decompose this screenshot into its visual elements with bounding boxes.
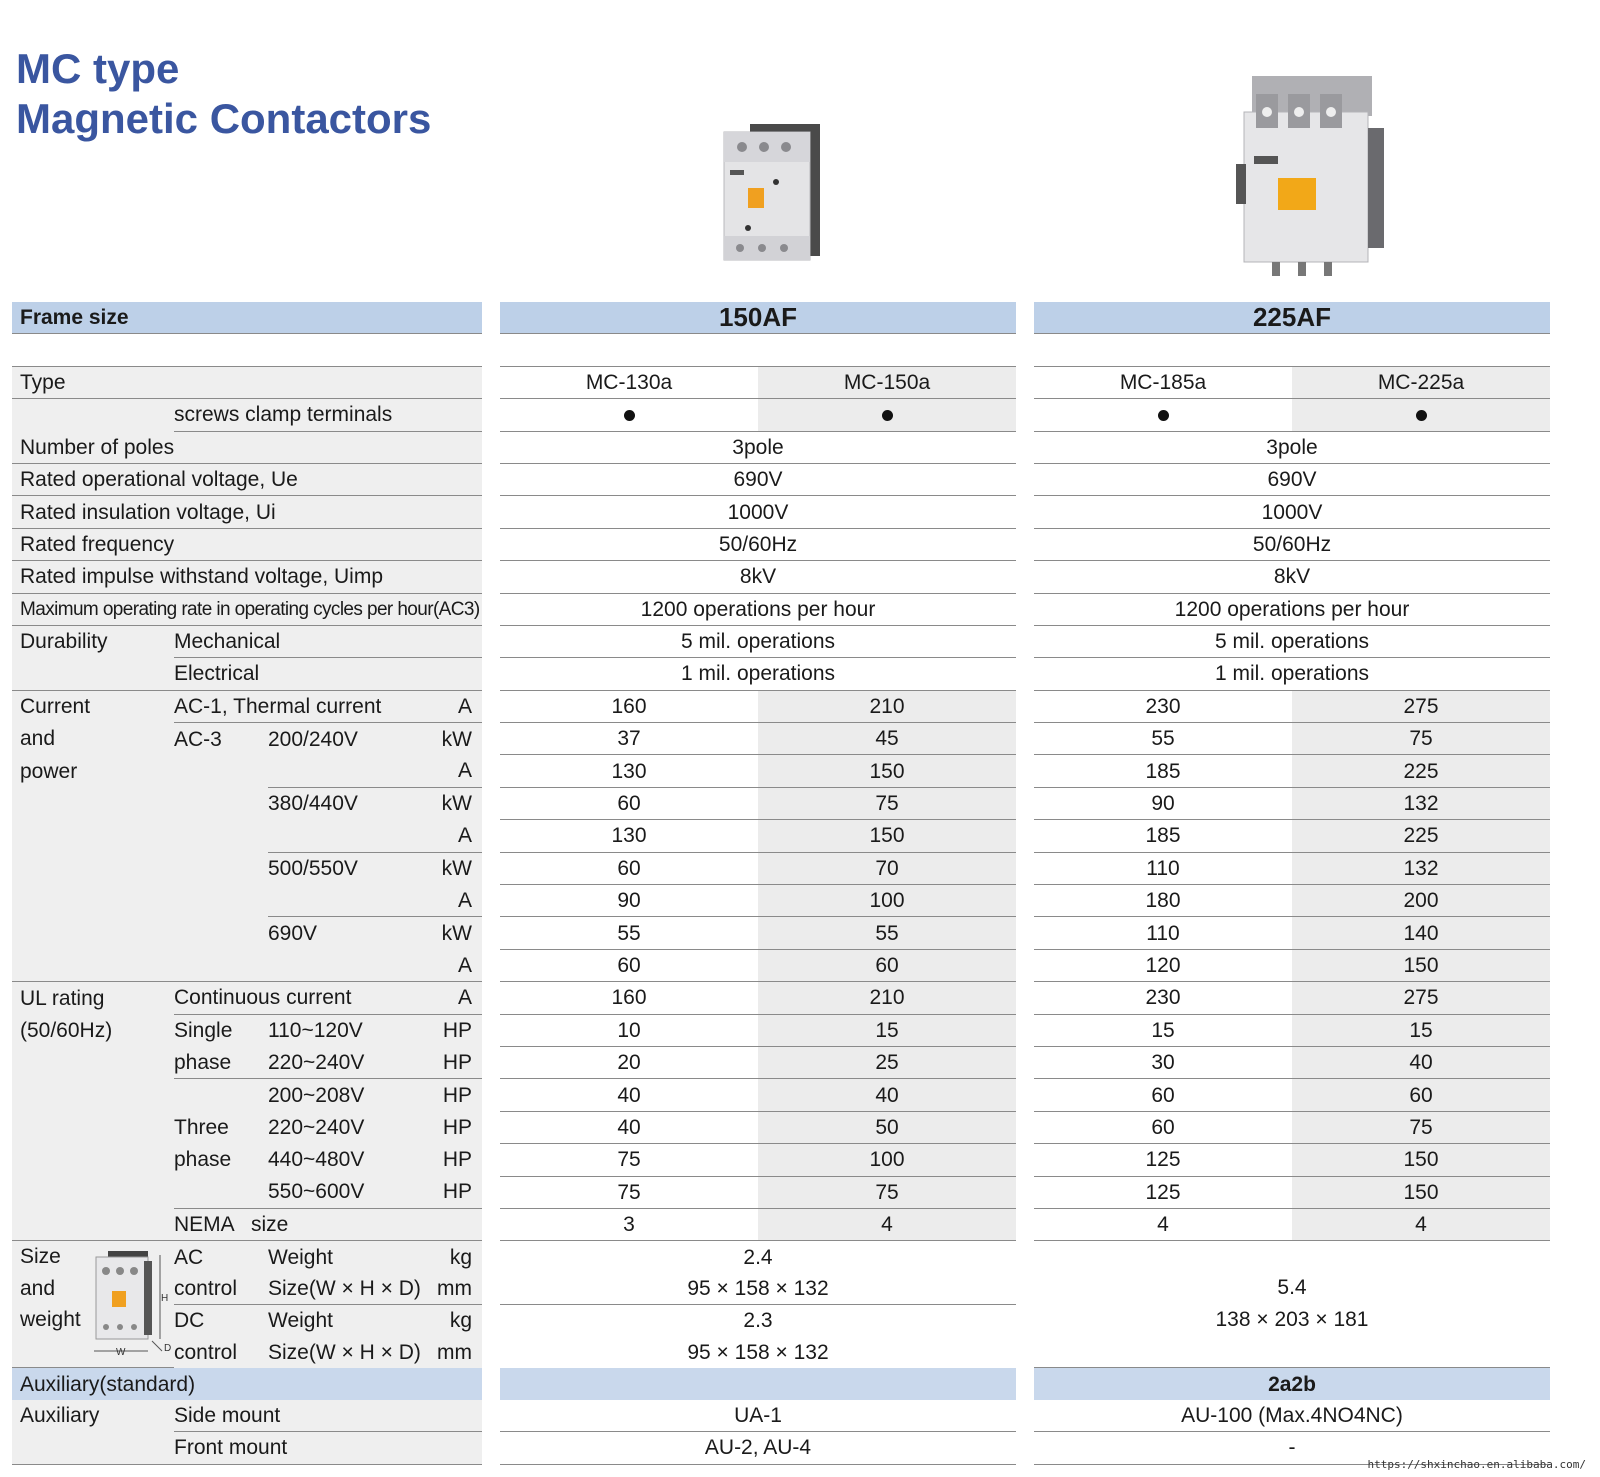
value-cell: 60: [1034, 1111, 1292, 1143]
value-cell: 150: [758, 755, 1016, 787]
value-cell: 185: [1034, 755, 1292, 787]
voltage-label: 440~480V: [268, 1144, 432, 1176]
voltage-label: 550~600V: [268, 1176, 432, 1208]
ac3-row: [12, 723, 1550, 755]
uimp-label: Rated impulse withstand voltage, Uimp: [12, 561, 482, 593]
terminals-row: [12, 399, 1550, 431]
weight-label: Weight: [268, 1305, 432, 1337]
durability-elec-row: [12, 658, 1550, 690]
value-cell: 210: [758, 690, 1016, 722]
value-cell: 55: [500, 917, 758, 949]
model-name: MC-150a: [758, 366, 1016, 398]
ac3-row: [12, 787, 1550, 819]
dc-control-label: DC: [174, 1305, 268, 1337]
value-cell: 125: [1034, 1176, 1292, 1208]
value-cell: 150: [758, 820, 1016, 852]
ul-row: [12, 1014, 1550, 1046]
unit-label: HP: [432, 1079, 482, 1111]
value-cell: 15: [1292, 1014, 1550, 1046]
ul-continuous-row: [12, 982, 1550, 1014]
unit-label: A: [432, 820, 482, 852]
unit-label: kW: [432, 917, 482, 949]
dc-weight-150af: 2.3: [743, 1309, 773, 1333]
side-mount-150af: UA-1: [500, 1400, 1016, 1432]
value-cell: 90: [1034, 787, 1292, 819]
value-cell: 4: [1034, 1208, 1292, 1240]
value-cell: 230: [1034, 690, 1292, 722]
size-weight-row: [12, 1241, 1550, 1273]
value-cell: 110: [1034, 917, 1292, 949]
freq-label: Rated frequency: [12, 528, 482, 560]
unit-label: A: [432, 690, 482, 722]
aux-standard-row: [12, 1368, 1550, 1400]
ul-label: UL rating: [12, 982, 174, 1014]
poles-150af: 3pole: [500, 431, 1016, 463]
ac3-row: [12, 755, 1550, 787]
value-cell: 150: [1292, 949, 1550, 981]
ue-label: Rated operational voltage, Ue: [12, 463, 482, 495]
ac3-row: [12, 820, 1550, 852]
three-phase-label: phase: [174, 1144, 268, 1176]
title-line-1: MC type: [16, 45, 180, 92]
value-cell: 75: [758, 787, 1016, 819]
value-cell: 132: [1292, 787, 1550, 819]
model-name: MC-130a: [500, 366, 758, 398]
size-label: and: [20, 1276, 56, 1300]
value-cell: 60: [500, 787, 758, 819]
type-label: Type: [12, 366, 482, 398]
value-cell: 75: [758, 1176, 1016, 1208]
current-label: power: [12, 755, 174, 787]
maxrate-label: Maximum operating rate in operating cycles per hour(AC3): [12, 593, 482, 625]
value-cell: 160: [500, 982, 758, 1014]
value-cell: 60: [500, 852, 758, 884]
value-cell: 60: [1034, 1079, 1292, 1111]
unit-label: kW: [432, 852, 482, 884]
value-cell: 37: [500, 723, 758, 755]
ui-225af: 1000V: [1034, 496, 1550, 528]
front-mount-150af: AU-2, AU-4: [500, 1432, 1016, 1464]
title-line-2: Magnetic Contactors: [16, 95, 432, 142]
durability-mech-row: [12, 625, 1550, 657]
unit-label: kW: [432, 723, 482, 755]
value-cell: 90: [500, 885, 758, 917]
value-cell: 75: [1292, 1111, 1550, 1143]
ul-label: (50/60Hz): [12, 1014, 174, 1046]
value-cell: 40: [500, 1111, 758, 1143]
aux-side-row: [12, 1400, 1550, 1432]
weight-label: Weight: [268, 1241, 432, 1273]
size-225af: 138 × 203 × 181: [1215, 1308, 1369, 1332]
voltage-label: 200~208V: [268, 1079, 432, 1111]
frame-150af: 150AF: [500, 302, 1016, 334]
voltage-label: [268, 885, 432, 917]
value-cell: 75: [500, 1144, 758, 1176]
value-cell: 55: [1034, 723, 1292, 755]
continuous-label: Continuous current: [174, 982, 432, 1014]
value-cell: 230: [1034, 982, 1292, 1014]
dimension-h-label: H: [161, 1293, 169, 1305]
check-dot-icon: [624, 410, 635, 421]
unit-label: A: [432, 949, 482, 981]
value-cell: 150: [1292, 1176, 1550, 1208]
ui-150af: 1000V: [500, 496, 1016, 528]
ul-row: [12, 1046, 1550, 1078]
value-cell: 40: [758, 1079, 1016, 1111]
size-dims-label: Size(W × H × D): [268, 1337, 432, 1368]
unit-label: kW: [432, 787, 482, 819]
dimension-w-label: W: [116, 1347, 126, 1359]
frame-size-row: [12, 302, 1550, 334]
model-name: MC-225a: [1292, 366, 1550, 398]
voltage-label: 110~120V: [268, 1014, 432, 1046]
maxrate-row: [12, 593, 1550, 625]
ac-control-label: AC: [174, 1241, 268, 1273]
maxrate-150af: 1200 operations per hour: [500, 593, 1016, 625]
value-cell: 75: [1292, 723, 1550, 755]
nema-row: [12, 1208, 1550, 1240]
ul-row: [12, 1079, 1550, 1111]
voltage-label: 690V: [268, 917, 432, 949]
dimension-d-label: D: [164, 1343, 172, 1355]
size-label: weight: [20, 1308, 81, 1332]
unit-label: HP: [432, 1046, 482, 1078]
aux-standard-label: Auxiliary(standard): [12, 1368, 482, 1400]
ui-label: Rated insulation voltage, Ui: [12, 496, 482, 528]
side-mount-225af: AU-100 (Max.4NO4NC): [1034, 1400, 1550, 1432]
size-label: Size: [20, 1245, 61, 1269]
maxrate-225af: 1200 operations per hour: [1034, 593, 1550, 625]
freq-row: [12, 528, 1550, 560]
check-dot-icon: [882, 410, 893, 421]
mech-150af: 5 mil. operations: [500, 625, 1016, 657]
uimp-150af: 8kV: [500, 561, 1016, 593]
uimp-225af: 8kV: [1034, 561, 1550, 593]
front-mount-label: Front mount: [174, 1432, 482, 1464]
value-cell: 225: [1292, 755, 1550, 787]
unit-label: kg: [432, 1305, 482, 1337]
value-cell: 125: [1034, 1144, 1292, 1176]
aux-front-row: [12, 1432, 1550, 1464]
dc-control-label: control: [174, 1337, 268, 1368]
ac3-label: AC-3: [174, 723, 268, 755]
value-cell: 275: [1292, 690, 1550, 722]
freq-225af: 50/60Hz: [1034, 528, 1550, 560]
ac-size-150af: 95 × 158 × 132: [500, 1273, 1016, 1305]
value-cell: 45: [758, 723, 1016, 755]
check-dot-icon: [1158, 410, 1169, 421]
ue-row: [12, 463, 1550, 495]
ac3-row: [12, 917, 1550, 949]
value-cell: 50: [758, 1111, 1016, 1143]
voltage-label: [268, 755, 432, 787]
dc-size-150af: 95 × 158 × 132: [687, 1340, 829, 1364]
value-cell: 40: [500, 1079, 758, 1111]
voltage-label: 380/440V: [268, 787, 432, 819]
current-label: Current: [12, 690, 174, 722]
value-cell: 4: [758, 1208, 1016, 1240]
value-cell: 130: [500, 755, 758, 787]
value-cell: 225: [1292, 820, 1550, 852]
value-cell: 120: [1034, 949, 1292, 981]
ac1-label: AC-1, Thermal current: [174, 690, 432, 722]
frame-size-label: Frame size: [12, 302, 482, 334]
mechanical-label: Mechanical: [174, 625, 482, 657]
value-cell: 200: [1292, 885, 1550, 917]
value-cell: 75: [500, 1176, 758, 1208]
value-cell: 100: [758, 885, 1016, 917]
value-cell: 275: [1292, 982, 1550, 1014]
value-cell: 180: [1034, 885, 1292, 917]
unit-label: A: [432, 885, 482, 917]
value-cell: 100: [758, 1144, 1016, 1176]
ul-row: [12, 1176, 1550, 1208]
value-cell: 150: [1292, 1144, 1550, 1176]
page-title: [16, 44, 431, 144]
ue-150af: 690V: [500, 463, 1016, 495]
single-phase-label: phase: [174, 1046, 268, 1078]
contactor-150af-image: [712, 118, 832, 268]
spec-table: [12, 302, 1550, 1465]
value-cell: 15: [1034, 1014, 1292, 1046]
poles-label: Number of poles: [12, 431, 482, 463]
terminals-label: screws clamp terminals: [174, 399, 482, 431]
ac1-row: [12, 690, 1550, 722]
dimension-sketch-icon: [90, 1247, 174, 1361]
unit-label: mm: [432, 1273, 482, 1305]
value-cell: 20: [500, 1046, 758, 1078]
voltage-label: 220~240V: [268, 1046, 432, 1078]
ac3-row: [12, 949, 1550, 981]
value-cell: 132: [1292, 852, 1550, 884]
value-cell: 4: [1292, 1208, 1550, 1240]
poles-225af: 3pole: [1034, 431, 1550, 463]
poles-row: [12, 431, 1550, 463]
unit-label: HP: [432, 1144, 482, 1176]
unit-label: mm: [432, 1337, 482, 1368]
aux-standard-225af: 2a2b: [1034, 1368, 1550, 1400]
size-225af-cell: [1034, 1241, 1550, 1368]
ac3-row: [12, 885, 1550, 917]
ui-row: [12, 496, 1550, 528]
ul-row: [12, 1111, 1550, 1143]
unit-label: HP: [432, 1014, 482, 1046]
unit-label: HP: [432, 1111, 482, 1143]
value-cell: 185: [1034, 820, 1292, 852]
unit-label: kg: [432, 1241, 482, 1273]
voltage-label: 220~240V: [268, 1111, 432, 1143]
ul-row: [12, 1144, 1550, 1176]
size-weight-cell: [12, 1241, 174, 1368]
value-cell: 60: [500, 949, 758, 981]
three-phase-label: Three: [174, 1111, 268, 1143]
value-cell: 25: [758, 1046, 1016, 1078]
durability-label: Durability: [12, 625, 174, 657]
frame-225af: 225AF: [1034, 302, 1550, 334]
type-row: [12, 366, 1550, 398]
electrical-label: Electrical: [174, 658, 482, 690]
footer-url: https://shxinchao.en.alibaba.com/: [1367, 1458, 1586, 1471]
check-dot-icon: [1416, 410, 1427, 421]
current-label: and: [12, 723, 174, 755]
value-cell: 130: [500, 820, 758, 852]
side-mount-label: Side mount: [174, 1400, 482, 1432]
value-cell: 30: [1034, 1046, 1292, 1078]
value-cell: 40: [1292, 1046, 1550, 1078]
value-cell: 210: [758, 982, 1016, 1014]
elec-225af: 1 mil. operations: [1034, 658, 1550, 690]
elec-150af: 1 mil. operations: [500, 658, 1016, 690]
value-cell: 60: [1292, 1079, 1550, 1111]
voltage-label: [268, 820, 432, 852]
ac-control-label: control: [174, 1273, 268, 1305]
ac3-row: [12, 852, 1550, 884]
uimp-row: [12, 561, 1550, 593]
unit-label: A: [432, 755, 482, 787]
single-phase-label: Single: [174, 1014, 268, 1046]
auxiliary-label: Auxiliary: [12, 1400, 174, 1432]
contactor-225af-image: [1232, 72, 1392, 284]
ac-weight-150af: 2.4: [743, 1245, 773, 1269]
value-cell: 70: [758, 852, 1016, 884]
model-name: MC-185a: [1034, 366, 1292, 398]
value-cell: 160: [500, 690, 758, 722]
size-dims-label: Size(W × H × D): [268, 1273, 432, 1305]
ue-225af: 690V: [1034, 463, 1550, 495]
nema-label: NEMA size: [174, 1208, 482, 1240]
voltage-label: 200/240V: [268, 723, 432, 755]
value-cell: 10: [500, 1014, 758, 1046]
mech-225af: 5 mil. operations: [1034, 625, 1550, 657]
freq-150af: 50/60Hz: [500, 528, 1016, 560]
front-mount-225af: -: [1034, 1432, 1550, 1464]
value-cell: 140: [1292, 917, 1550, 949]
unit-label: A: [432, 982, 482, 1014]
weight-225af: 5.4: [1277, 1276, 1307, 1300]
value-cell: 3: [500, 1208, 758, 1240]
unit-label: HP: [432, 1176, 482, 1208]
voltage-label: [268, 949, 432, 981]
voltage-label: 500/550V: [268, 852, 432, 884]
aux-standard-150af: [500, 1368, 1016, 1400]
value-cell: 15: [758, 1014, 1016, 1046]
value-cell: 110: [1034, 852, 1292, 884]
value-cell: 60: [758, 949, 1016, 981]
value-cell: 55: [758, 917, 1016, 949]
